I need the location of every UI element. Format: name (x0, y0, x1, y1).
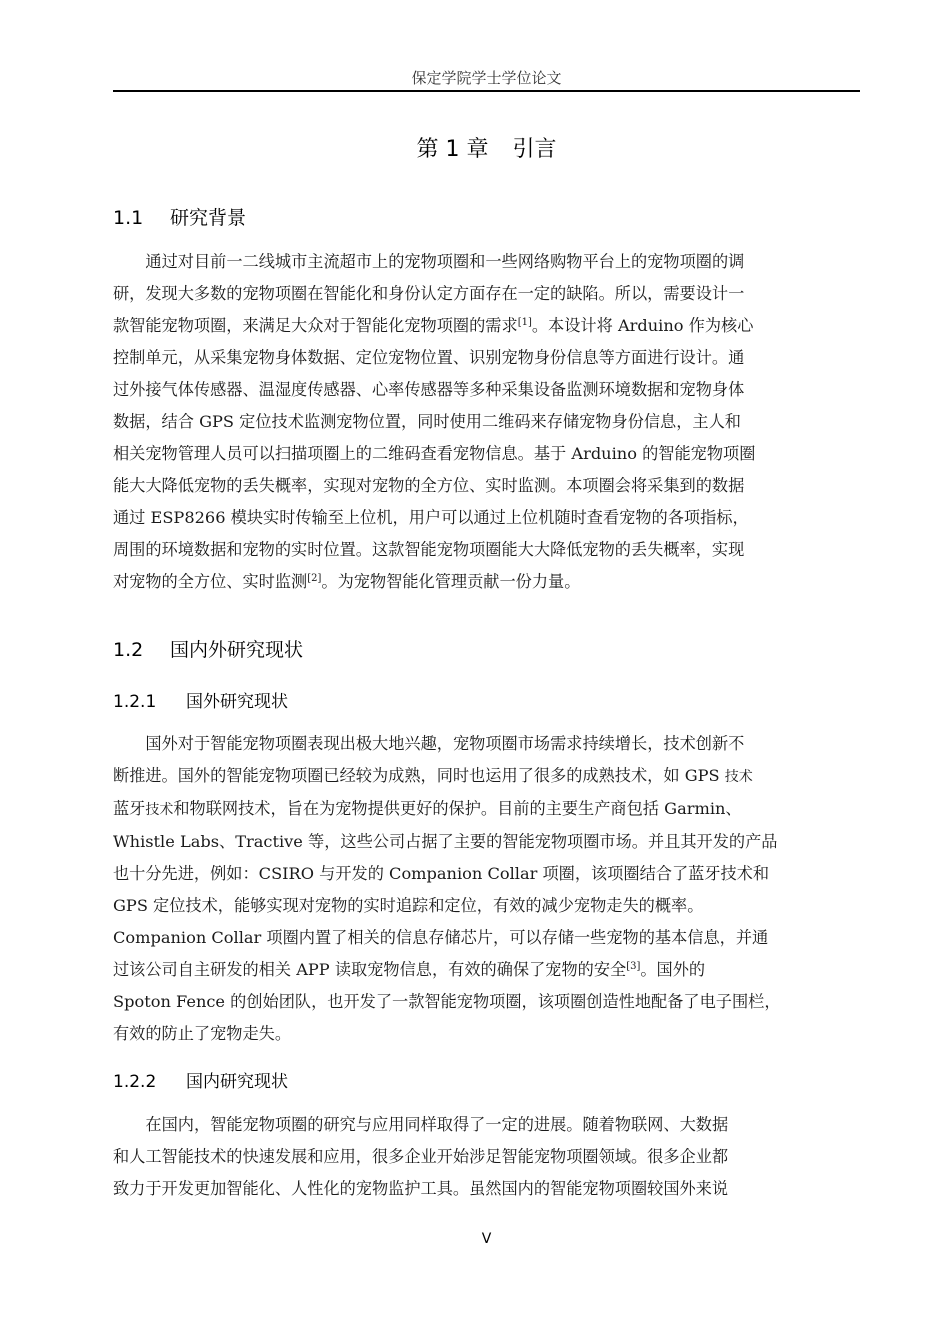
text-run: 和物联网技术，旨在为宠物提供更好的保护。目前的主要生产商包括 Garmin、 (173, 799, 742, 818)
header-rule (113, 90, 860, 92)
section-heading-1-1 (113, 202, 246, 234)
paragraph-line: 周围的环境数据和宠物的实时位置。这款智能宠物项圈能大大降低宠物的丢失概率，实现 (113, 540, 745, 559)
text-run: 过该公司自主研发的相关 APP 读取宠物信息，有效的确保了宠物的安全 (113, 960, 627, 979)
section-number: 1.2.2 (113, 1072, 157, 1092)
citation-2[interactable]: [2] (307, 573, 322, 584)
paragraph-line: 相关宠物管理人员可以扫描项圈上的二维码查看宠物信息。基于 Arduino 的智能宠物项圈 (113, 444, 756, 463)
paragraph-line: 致力于开发更加智能化、人性化的宠物监护工具。虽然国内的智能宠物项圈较国外来说 (113, 1179, 729, 1198)
paragraph-domestic-research (113, 1109, 860, 1205)
paragraph-line: Whistle Labs、Tractive 等，这些公司占据了主要的智能宠物项圈市场。并且其开发的产品 (113, 832, 778, 851)
text-run: 。为宠物智能化管理贡献一份力量。 (321, 572, 581, 591)
paragraph-line: 研，发现大多数的宠物项圈在智能化和身份认定方面存在一定的缺陷。所以，需要设计一 (113, 284, 745, 303)
text-run: 。国外的 (640, 960, 706, 979)
paragraph-line: 和人工智能技术的快速发展和应用，很多企业开始涉足智能宠物项圈领域。很多企业都 (113, 1147, 729, 1166)
paragraph-line (113, 566, 860, 598)
section-heading-1-2-2 (113, 1067, 288, 1097)
section-title: 研究背景 (170, 207, 247, 229)
paragraph-line: 通过对目前一二线城市主流超市上的宠物项圈和一些网络购物平台上的宠物项圈的调 (145, 252, 745, 271)
paragraph-research-background (113, 246, 860, 598)
paragraph-line: 过外接气体传感器、温湿度传感器、心率传感器等多种采集设备监测环境数据和宠物身体 (113, 380, 745, 399)
paragraph-line: 通过 ESP8266 模块实时传输至上位机，用户可以通过上位机随时查看宠物的各项指标， (113, 508, 749, 527)
paragraph-foreign-research (113, 728, 860, 1050)
chapter-number: 第 1 章 (416, 137, 489, 162)
paragraph-line: 控制单元，从采集宠物身体数据、定位宠物位置、识别宠物身份信息等方面进行设计。通 (113, 348, 745, 367)
paragraph-line: 数据，结合 GPS 定位技术监测宠物位置，同时使用二维码来存储宠物身份信息，主人和 (113, 412, 741, 431)
section-title: 国内研究现状 (186, 1072, 288, 1092)
text-run: 技术 (724, 769, 753, 785)
paragraph-line: 国外对于智能宠物项圈表现出极大地兴趣，宠物项圈市场需求持续增长，技术创新不 (145, 734, 745, 753)
section-title: 国外研究现状 (186, 692, 288, 712)
paragraph-line (113, 793, 860, 826)
text-run: 断推进。国外的智能宠物项圈已经较为成熟，同时也运用了很多的成熟技术，如 GPS (113, 766, 725, 785)
paragraph-line: 也十分先进，例如：CSIRO 与开发的 Companion Collar 项圈，该项圈结合了蓝牙技术和 (113, 864, 770, 883)
chapter-name: 引言 (512, 137, 557, 162)
paragraph-line (113, 310, 860, 342)
paragraph-line: GPS 定位技术，能够实现对宠物的实时追踪和定位，有效的减少宠物走失的概率。 (113, 896, 704, 915)
paragraph-line: 能大大降低宠物的丢失概率，实现对宠物的全方位、实时监测。本项圈会将采集到的数据 (113, 476, 745, 495)
section-number: 1.1 (113, 207, 144, 229)
section-number: 1.2 (113, 639, 144, 661)
paragraph-line (113, 760, 860, 793)
text-run: 技术 (145, 802, 174, 818)
section-number: 1.2.1 (113, 692, 157, 712)
text-run: 。本设计将 Arduino 作为核心 (531, 316, 754, 335)
paragraph-line: Spoton Fence 的创始团队，也开发了一款智能宠物项圈，该项圈创造性地配备了电子围栏， (113, 992, 781, 1011)
text-run: 蓝牙 (113, 799, 146, 818)
section-heading-1-2 (113, 634, 303, 666)
paragraph-line: 在国内，智能宠物项圈的研究与应用同样取得了一定的进展。随着物联网、大数据 (145, 1115, 729, 1134)
paragraph-line: Companion Collar 项圈内置了相关的信息存储芯片，可以存储一些宠物的基本信息，并通 (113, 928, 769, 947)
page-number: V (481, 1231, 492, 1247)
section-heading-1-2-1 (113, 687, 288, 717)
citation-1[interactable]: [1] (517, 317, 532, 328)
text-run: 对宠物的全方位、实时监测 (113, 572, 308, 591)
section-title: 国内外研究现状 (170, 639, 304, 661)
text-run: 款智能宠物项圈，来满足大众对于智能化宠物项圈的需求 (113, 316, 518, 335)
citation-3[interactable]: [3] (626, 961, 641, 972)
page-header: 保定学院学士学位论文 (411, 69, 562, 87)
paragraph-line (113, 954, 860, 986)
paragraph-line: 有效的防止了宠物走失。 (113, 1024, 292, 1043)
chapter-title (113, 130, 860, 170)
